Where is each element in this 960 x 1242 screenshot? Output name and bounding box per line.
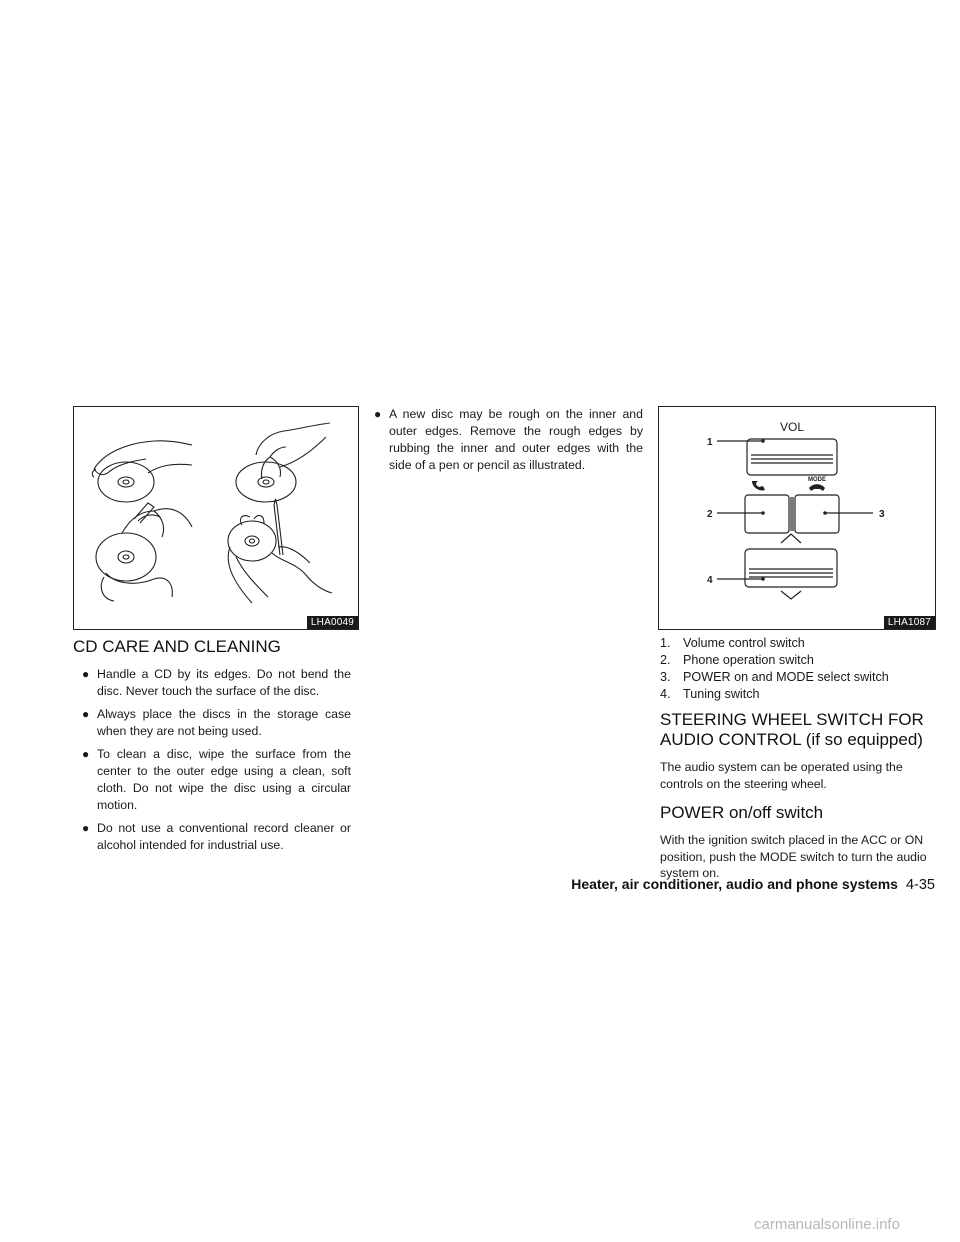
cd-handling-illustration bbox=[74, 407, 358, 629]
steering-switch-figure bbox=[658, 406, 936, 630]
vol-label: VOL bbox=[779, 420, 805, 434]
cd-care-title: CD CARE AND CLEANING bbox=[73, 637, 281, 656]
tune-up-chevron bbox=[781, 534, 801, 543]
list-item: 4. Tuning switch bbox=[660, 687, 760, 701]
footer-section-title: Heater, air conditioner, audio and phone systems bbox=[571, 876, 898, 892]
steering-switch-diagram bbox=[659, 407, 935, 629]
list-item: 2. Phone operation switch bbox=[660, 653, 814, 667]
steering-title bbox=[660, 710, 936, 750]
tune-down-chevron bbox=[781, 591, 801, 599]
list-item: ● Always place the discs in the storage case when they are not being used. bbox=[82, 707, 351, 738]
page-footer bbox=[535, 876, 935, 893]
callout-3: 3 bbox=[879, 509, 885, 520]
steering-title-line1: STEERING WHEEL SWITCH FOR bbox=[660, 710, 924, 729]
phone-button-shape bbox=[745, 495, 789, 533]
steering-section bbox=[660, 635, 936, 882]
cd-care-figure bbox=[73, 406, 359, 630]
cd-care-section bbox=[73, 637, 351, 860]
callout-1: 1 bbox=[707, 437, 713, 448]
phone-end-icon bbox=[809, 484, 825, 491]
power-title: POWER on/off switch bbox=[660, 803, 824, 822]
bullet-icon: ● bbox=[82, 667, 90, 681]
list-item: ● Handle a CD by its edges. Do not bend the disc. Never touch the surface of the disc. bbox=[82, 667, 351, 698]
bullet-icon: ● bbox=[374, 407, 382, 421]
mode-label: MODE bbox=[808, 477, 826, 483]
bullet-icon: ● bbox=[82, 747, 90, 761]
figure-code-right: LHA1087 bbox=[884, 616, 935, 629]
list-item: ● Do not use a conventional record cleaner or alcohol intended for industrial use. bbox=[82, 821, 351, 852]
cd-care-continued bbox=[365, 406, 643, 480]
figure-code-left: LHA0049 bbox=[307, 616, 358, 629]
steering-title-line2: AUDIO CONTROL (if so equipped) bbox=[660, 730, 923, 749]
volume-switch-shape bbox=[747, 439, 837, 475]
list-item: 3. POWER on and MODE select switch bbox=[660, 670, 889, 684]
callout-2: 2 bbox=[707, 509, 713, 520]
tuning-switch-shape bbox=[745, 549, 837, 587]
steering-body: The audio system can be operated using the controls on the steering wheel. bbox=[660, 760, 903, 791]
switch-list bbox=[660, 635, 936, 703]
list-item: ● To clean a disc, wipe the surface from the center to the outer edge using a clean, soft cloth. Do not wipe the disc using a circular motion. bbox=[82, 747, 351, 812]
list-item: 1. Volume control switch bbox=[660, 636, 805, 650]
phone-answer-icon bbox=[752, 481, 765, 490]
watermark: carmanualsonline.info bbox=[754, 1216, 900, 1233]
list-item: ● A new disc may be rough on the inner and outer edges. Remove the rough edges by rubbing the inner and outer edges with the side of a pen or pencil as illustrated. bbox=[374, 407, 643, 472]
bullet-icon: ● bbox=[82, 821, 90, 835]
page-number: 4-35 bbox=[905, 877, 935, 893]
mode-button-shape bbox=[795, 495, 839, 533]
power-body: With the ignition switch placed in the ACC or ON position, push the MODE switch to turn the audio system on. bbox=[660, 833, 927, 880]
cd-care-list bbox=[73, 666, 351, 854]
cd-care-list-continued bbox=[365, 406, 643, 474]
bullet-icon: ● bbox=[82, 707, 90, 721]
callout-4: 4 bbox=[707, 575, 713, 586]
